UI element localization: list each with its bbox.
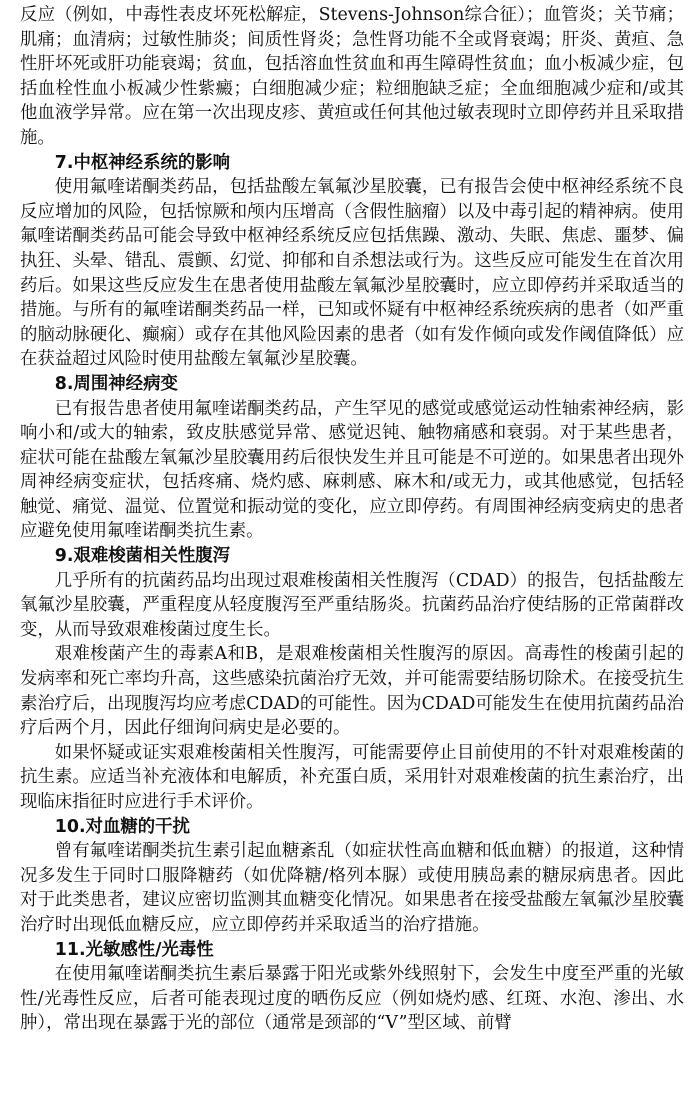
section-heading-peripheral-neuropathy: 8.周围神经病变 xyxy=(54,373,178,394)
section-paragraph-photosensitivity: 在使用氟喹诺酮类抗生素后暴露于阳光或紫外线照射下，会发生中度至严重的光敏性/光毒性反应，后者可能表现过度的晒伤反应（例如烧灼感、红斑、水泡、渗出、水肿），常出现在暴露于光的部位（通常是颈部的“V”型区域、前臂 xyxy=(20,964,684,1034)
section-heading-photosensitivity: 11.光敏感性/光毒性 xyxy=(54,939,214,960)
section-heading-cns: 7.中枢神经系统的影响 xyxy=(54,152,231,173)
section-heading-blood-glucose: 10.对血糖的干扰 xyxy=(54,816,190,837)
document-page xyxy=(20,3,684,1036)
section-paragraph-cdad-2: 艰难梭菌产生的毒素A和B，是艰难梭菌相关性腹泻的原因。高毒性的梭菌引起的发病率和死亡率均升高，这些感染抗菌治疗无效，并可能需要结肠切除术。在接受抗生素治疗后，出现腹泻均应考虑CDAD的可能性。因为CDAD可能发生在使用抗菌药品治疗后两个月，因此仔细询问病史是必要的。 xyxy=(20,644,685,739)
section-paragraph-cns: 使用氟喹诺酮类药品，包括盐酸左氧氟沙星胶囊，已有报告会使中枢神经系统不良反应增加的风险，包括惊厥和颅内压增高（含假性脑瘤）以及中毒引起的精神病。使用氟喹诺酮类药品可能会导致中枢神经系统反应包括焦躁、激动、失眠、焦虑、噩梦、偏执狂、头晕、错乱、震颤、幻觉、抑郁和自杀想法或行为。这些反应可能发生在首次用药后。如果这些反应发生在患者使用盐酸左氧氟沙星胶囊时，应立即停药并采取适当的措施。与所有的氟喹诺酮类药品一样，已知或怀疑有中枢神经系统疾病的患者（如严重的脑动脉硬化、癫痫）或存在其他风险因素的患者（如有发作倾向或发作阈值降低）应在获益超过风险时使用盐酸左氧氟沙星胶囊。 xyxy=(20,177,684,370)
section-heading-cdad: 9.艰难梭菌相关性腹泻 xyxy=(54,546,231,567)
section-paragraph-cdad-1: 几乎所有的抗菌药品均出现过艰难梭菌相关性腹泻（CDAD）的报告，包括盐酸左氧氟沙星胶囊，严重程度从轻度腹泻至严重结肠炎。抗菌药品治疗使结肠的正常菌群改变，从而导致艰难梭菌过度生长。 xyxy=(20,570,684,640)
section-paragraph-peripheral-neuropathy: 已有报告患者使用氟喹诺酮类药品，产生罕见的感觉或感觉运动性轴索神经病，影响小和/或大的轴索，致皮肤感觉异常、感觉迟钝、触物痛感和衰弱。对于某些患者，症状可能在盐酸左氧氟沙星胶囊用药后很快发生并且可能是不可逆的。如果患者出现外周神经病变症状，包括疼痛、烧灼感、麻刺感、麻木和/或无力，或其他感觉，包括轻触觉、痛觉、温觉、位置觉和振动觉的变化，应立即停药。有周围神经病变病史的患者应避免使用氟喹诺酮类抗生素。 xyxy=(20,398,684,542)
section-paragraph-cdad-3: 如果怀疑或证实艰难梭菌相关性腹泻，可能需要停止目前使用的不针对艰难梭菌的抗生素。应适当补充液体和电解质，补充蛋白质，采用针对艰难梭菌的抗生素治疗，出现临床指征时应进行手术评价。 xyxy=(20,742,684,812)
intro-paragraph: 反应（例如，中毒性表皮坏死松解症，Stevens-Johnson综合征）；血管炎；关节痛；肌痛；血清病；过敏性肺炎；间质性肾炎；急性肾功能不全或肾衰竭；肝炎、黄疸、急性肝坏死或肝功能衰竭；贫血，包括溶血性贫血和再生障碍性贫血；血小板减少症，包括血栓性血小板减少性紫癜；白细胞减少症；粒细胞缺乏症；全血细胞减少症和/或其他血液学异常。应在第一次出现皮疹、黄疸或任何其他过敏表现时立即停药并且采取措施。 xyxy=(20,5,684,148)
section-paragraph-blood-glucose: 曾有氟喹诺酮类抗生素引起血糖紊乱（如症状性高血糖和低血糖）的报道，这种情况多发生于同时口服降糖药（如优降糖/格列本脲）或使用胰岛素的糖尿病患者。因此对于此类患者，建议应密切监测其血糖变化情况。如果患者在接受盐酸左氧氟沙星胶囊治疗时出现低血糖反应，应立即停药并采取适当的治疗措施。 xyxy=(20,841,684,935)
